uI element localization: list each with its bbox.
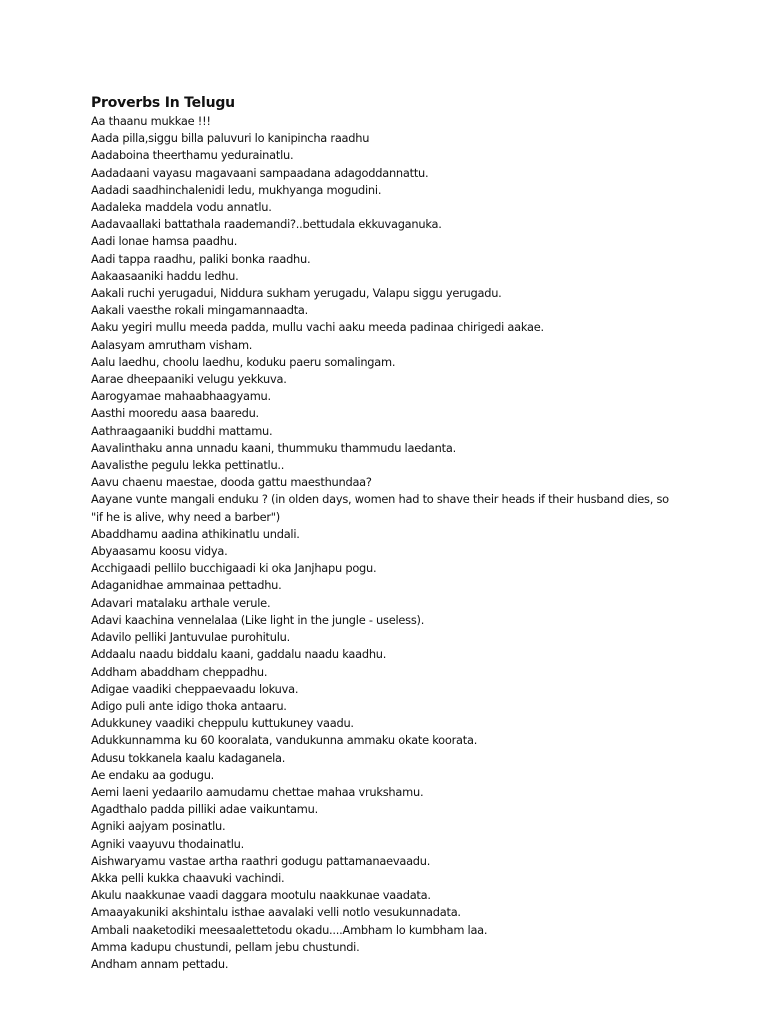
- proverb-line: Aaku yegiri mullu meeda padda, mullu vachi aaku meeda padinaa chirigedi aakae.: [91, 320, 544, 335]
- proverb-line: Adukkuney vaadiki cheppulu kuttukuney vaadu.: [91, 716, 354, 731]
- proverb-line: Aadavaallaki battathala raademandi?..bettudala ekkuvaganuka.: [91, 217, 442, 232]
- proverb-line: Aadaleka maddela vodu annatlu.: [91, 200, 272, 215]
- proverb-line: Aa thaanu mukkae !!!: [91, 114, 211, 128]
- proverb-line: Akka pelli kukka chaavuki vachindi.: [91, 870, 285, 885]
- proverb-line: Aadadaani vayasu magavaani sampaadana adagoddannattu.: [91, 165, 429, 180]
- proverb-line: Aasthi mooredu aasa baaredu.: [91, 406, 259, 421]
- proverb-line: Aakali ruchi yerugadui, Niddura sukham yerugadu, Valapu siggu yerugadu.: [91, 286, 502, 301]
- proverb-line: Aadaboina theerthamu yedurainatlu.: [91, 148, 294, 163]
- document-title: Proverbs In Telugu: [91, 95, 235, 111]
- proverb-line: Aadadi saadhinchalenidi ledu, mukhyanga mogudini.: [91, 182, 382, 197]
- proverb-line: Amaayakuniki akshintalu isthae aavalaki velli notlo vesukunnadata.: [91, 905, 461, 920]
- proverb-line: Ae endaku aa godugu.: [91, 767, 215, 782]
- proverb-line: Agniki vaayuvu thodainatlu.: [91, 836, 244, 851]
- proverb-line: Andham annam pettadu.: [91, 956, 229, 971]
- proverb-line: Adavi kaachina vennelalaa (Like light in the jungle - useless).: [91, 612, 425, 627]
- proverb-line: Aada pilla,siggu billa paluvuri lo kanipincha raadhu: [91, 131, 370, 146]
- proverb-line: Abyaasamu koosu vidya.: [91, 544, 228, 559]
- proverb-line: Aalasyam amrutham visham.: [91, 337, 253, 352]
- proverb-line: Aarogyamae mahaabhaagyamu.: [91, 389, 271, 404]
- proverb-line: Addham abaddham cheppadhu.: [91, 664, 268, 679]
- proverb-line: Agadthalo padda pilliki adae vaikuntamu.: [91, 802, 318, 817]
- proverb-lines: [91, 113, 691, 973]
- proverb-line: Aayane vunte mangali enduku ? (in olden days, women had to shave their heads if their husband dies, so "if he is alive, why need a barber"): [91, 492, 669, 524]
- proverb-line: Ambali naaketodiki meesaalettetodu okadu....Ambham lo kumbham laa.: [91, 922, 488, 937]
- proverb-line: Adavari matalaku arthale verule.: [91, 595, 271, 610]
- proverb-line: Aakali vaesthe rokali mingamannaadta.: [91, 303, 309, 318]
- proverb-line: Adavilo pelliki Jantuvulae purohitulu.: [91, 630, 290, 645]
- proverb-line: Aemi laeni yedaarilo aamudamu chettae mahaa vrukshamu.: [91, 784, 424, 799]
- proverb-line: Aavalisthe pegulu lekka pettinatlu..: [91, 458, 285, 473]
- proverb-line: Aathraagaaniki buddhi mattamu.: [91, 423, 273, 438]
- proverb-line: Agniki aajyam posinatlu.: [91, 819, 226, 834]
- proverb-line: Abaddhamu aadina athikinatlu undali.: [91, 526, 300, 541]
- proverb-line: Aalu laedhu, choolu laedhu, koduku paeru somalingam.: [91, 354, 396, 369]
- proverb-line: Aavu chaenu maestae, dooda gattu maesthundaa?: [91, 475, 372, 490]
- proverb-line: Acchigaadi pellilo bucchigaadi ki oka Janjhapu pogu.: [91, 561, 377, 576]
- proverb-line: Aadi tappa raadhu, paliki bonka raadhu.: [91, 251, 311, 266]
- proverb-line: Adaganidhae ammainaa pettadhu.: [91, 578, 282, 593]
- proverb-line: Adusu tokkanela kaalu kadaganela.: [91, 750, 286, 765]
- proverb-line: Addaalu naadu biddalu kaani, gaddalu naadu kaadhu.: [91, 647, 387, 662]
- proverb-line: Aishwaryamu vastae artha raathri godugu pattamanaevaadu.: [91, 853, 431, 868]
- proverb-line: Adigae vaadiki cheppaevaadu lokuva.: [91, 681, 299, 696]
- proverb-line: Adukkunnamma ku 60 kooralata, vandukunna ammaku okate koorata.: [91, 733, 478, 748]
- proverb-line: Amma kadupu chustundi, pellam jebu chustundi.: [91, 939, 360, 954]
- proverb-line: Aakaasaaniki haddu ledhu.: [91, 268, 239, 283]
- proverb-line: Adigo puli ante idigo thoka antaaru.: [91, 698, 287, 713]
- proverb-line: Aadi lonae hamsa paadhu.: [91, 234, 238, 249]
- proverb-line: Aarae dheepaaniki velugu yekkuva.: [91, 372, 287, 387]
- proverbs-list-block: [91, 93, 691, 973]
- proverb-line: Akulu naakkunae vaadi daggara mootulu naakkunae vaadata.: [91, 888, 431, 903]
- proverb-line: Aavalinthaku anna unnadu kaani, thummuku thammudu laedanta.: [91, 440, 456, 455]
